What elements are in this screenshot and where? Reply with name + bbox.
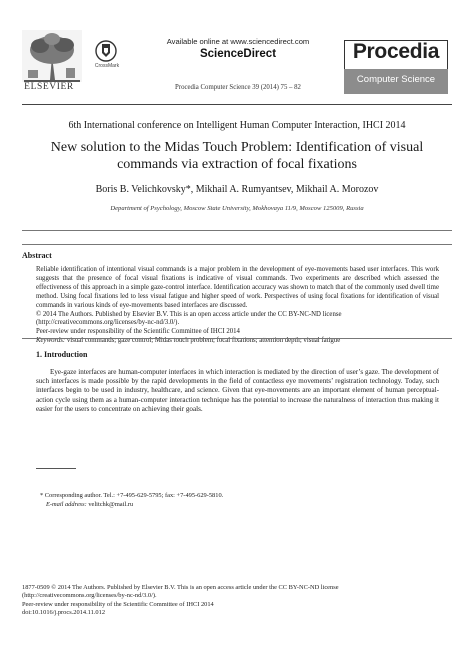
footnote-divider bbox=[36, 468, 76, 469]
abstract-section bbox=[36, 266, 439, 346]
keywords-list: visual commands; gaze control; Midas touch problem; focal fixations; attention depth; visual fatigue bbox=[65, 337, 341, 345]
sciencedirect-brand: ScienceDirect bbox=[199, 48, 277, 60]
keywords-label: Keywords: bbox=[36, 337, 66, 345]
introduction-heading: 1. Introduction bbox=[36, 350, 88, 359]
paper-title bbox=[22, 139, 452, 173]
header-divider bbox=[22, 104, 452, 105]
abstract-heading: Abstract bbox=[22, 251, 52, 260]
footer-license-link[interactable]: (http://creativecommons.org/licenses/by-nc-nd/3.0/). bbox=[22, 592, 157, 600]
doi[interactable]: doi:10.1016/j.procs.2014.11.012 bbox=[22, 609, 106, 617]
paper-title-line-2: commands via extraction of focal fixations bbox=[117, 157, 357, 172]
procedia-subtitle: Computer Science bbox=[356, 74, 436, 85]
conference-name: 6th International conference on Intelligent Human Computer Interaction, IHCI 2014 bbox=[68, 120, 406, 131]
page-footer bbox=[22, 584, 452, 618]
email-address[interactable]: velitchk@mail.ru bbox=[86, 501, 134, 508]
abstract-body: Reliable identification of intentional visual commands is a major problem in the development of eye-movements based user interfaces. This work suggests that the presence of focal visual fixations is indicative of visual commands. Two experiments are described which assessed the effectiveness of this approach in a simple gaze-control interface. Identification accuracy was shown to match that of the commonly used dwell time method. Using focal fixations led to less visual fatigue and higher speed of work. Perspectives of using focal fixations for identification of visual commands in various kinds of eye-movements based interfaces are discussed. bbox=[36, 266, 439, 309]
abstract-license-link[interactable]: (http://creativecommons.org/licenses/by-nc-nd/3.0/). bbox=[36, 319, 180, 327]
abstract-divider bbox=[22, 244, 452, 245]
abstract-license-line-1: © 2014 The Authors. Published by Elsevier B.V. This is an open access article under the CC BY-NC-ND license bbox=[36, 310, 342, 318]
corresponding-author-note: * Corresponding author. Tel.: +7-495-629-5795; fax: +7-495-629-5810. bbox=[40, 492, 224, 499]
crossmark-icon[interactable] bbox=[95, 40, 117, 62]
available-online-text: Available online at www.sciencedirect.com bbox=[166, 37, 310, 46]
paper-title-line-1: New solution to the Midas Touch Problem: Identification of visual bbox=[50, 140, 424, 155]
author-affiliation: Department of Psychology, Moscow State University, Mokhovaya 11/9, Moscow 125009, Russia bbox=[110, 205, 364, 212]
publisher-name: ELSEVIER bbox=[24, 82, 74, 92]
abstract-peer-review: Peer-review under responsibility of the Scientific Committee of IHCI 2014 bbox=[36, 328, 240, 336]
author-list: Boris B. Velichkovsky*, Mikhail A. Rumyantsev, Mikhail A. Morozov bbox=[95, 184, 379, 195]
footnote bbox=[40, 491, 420, 509]
introduction-body: Eye-gaze interfaces are human-computer interfaces in which interaction is mediated by the direction of user’s gaze. The development of such interfaces is made possible by the rapid developments in the field of contactless eye movements’ registration technology. Today, such interfaces begin to be used in industry, healthcare, and science. Given that eye-movements are an important element of human perceptual-action cycle using them as a human-computer interaction technique has the potential to increase the naturalness of interaction thus making it easier for the users to concentrate on achieving their goals. bbox=[36, 368, 439, 413]
abstract-top-divider bbox=[22, 230, 452, 231]
email-label: E-mail address: bbox=[46, 501, 87, 508]
abstract-bottom-divider bbox=[22, 338, 452, 339]
procedia-logo-text: Procedia bbox=[352, 40, 440, 63]
crossmark-label: CrossMark bbox=[94, 63, 120, 69]
issn-copyright: 1877-0509 © 2014 The Authors. Published by Elsevier B.V. This is an open access article under the CC BY-NC-ND license bbox=[22, 584, 339, 591]
journal-reference: Procedia Computer Science 39 (2014) 75 – 82 bbox=[175, 84, 301, 91]
footer-peer-review: Peer-review under responsibility of the Scientific Committee of IHCI 2014 bbox=[22, 600, 214, 608]
